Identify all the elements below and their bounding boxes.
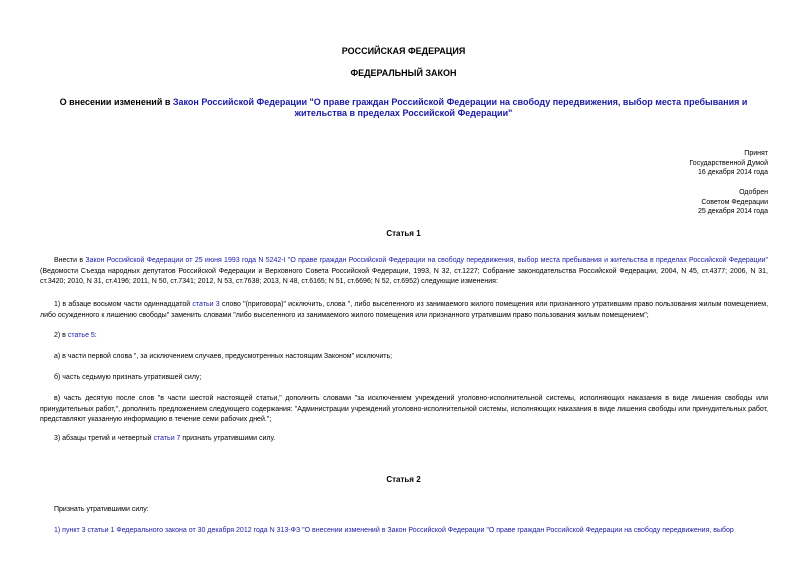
article-1-item-2b: б) часть седьмую признать утратившей силу;: [54, 374, 202, 381]
doc-type-heading: ФЕДЕРАЛЬНЫЙ ЗАКОН: [350, 68, 457, 78]
article-2-intro: Признать утратившими силу:: [54, 506, 149, 513]
article-1-item-3: [40, 434, 768, 445]
article-5-link[interactable]: статье 5: [67, 332, 95, 339]
article-2-heading: Статья 2: [386, 475, 421, 484]
item3-suffix: признать утратившими силу.: [180, 435, 276, 442]
document-title: [0, 97, 807, 119]
article-3-link[interactable]: статьи 3: [192, 301, 220, 308]
council-approved: Одобрен: [739, 189, 768, 196]
intro-suffix: (Ведомости Съезда народных депутатов Российской Федерации и Верховного Совета Российской Федерации, 1993, N 32, ст.1227; Собрание законодательства Российской Федерации, 2004, N 45, ст.4377; 2006, N 31, ст.3420; 2010, N 31, ст.4196; 2011, N 50, ст.7341; 2012, N 53, ст.7638; 2013, N 48, ст.6165; N 51, ст.6696; N 52, ст.6952) следующие изменения:: [40, 267, 768, 285]
council-approval-block: [698, 188, 768, 217]
article-1-heading: Статья 1: [386, 229, 421, 238]
duma-date: 16 декабря 2014 года: [697, 169, 768, 176]
intro-prefix: Внести в: [54, 257, 86, 264]
council-name: Советом Федерации: [701, 198, 768, 206]
article-1-item-1: [40, 300, 768, 321]
country-heading: РОССИЙСКАЯ ФЕДЕРАЦИЯ: [341, 46, 466, 56]
law-5242-link[interactable]: Закон Российской Федерации от 25 июня 1993 года N 5242-I "О праве граждан Российской Федерации на свободу передвижения, выбор места пребывания и жительства в пределах Российской Федерации": [85, 257, 768, 264]
title-law-link[interactable]: Закон Российской Федерации "О праве граждан Российской Федерации на свободу передвижения, выбор места пребывания и: [172, 97, 748, 107]
article-1-item-2c: в) часть десятую после слов "в части шестой настоящей статьи," дополнить словами "за исключением учреждений уголовно-исполнительной системы, исполняющих наказания в виде лишения свободы или принудительных работ,", дополнить предложением следующего содержания: "Администрации учреждений уголовно-исполнительной системы, исполняющих наказания в виде лишения свободы или принудительных работ, представляют указанную информацию в течение семи рабочих дней.";: [40, 395, 768, 423]
article-7-link[interactable]: статьи 7: [153, 435, 181, 442]
article-2-item-1: [40, 526, 768, 537]
duma-name: Государственной Думой: [689, 159, 768, 167]
item3-prefix: 3) абзацы третий и четвертый: [54, 435, 154, 442]
article-1-item-2a: а) в части первой слова ", за исключением случаев, предусмотренных настоящим Законом" исключить;: [54, 353, 393, 360]
council-date: 25 декабря 2014 года: [697, 208, 768, 215]
article-1-intro: [40, 256, 768, 288]
article-1-item-2: [40, 331, 768, 342]
law-313fz-link[interactable]: 1) пункт 3 статьи 1 Федерального закона от 30 декабря 2012 года N 313-ФЗ "О внесении изменений в Закон Российской Федерации "О праве граждан Российской Федерации на свободу передвижения, выбор: [54, 527, 734, 534]
item1-prefix: 1) в абзаце восьмом части одиннадцатой: [54, 301, 193, 308]
item2-prefix: 2) в: [54, 332, 68, 339]
duma-adopted: Принят: [744, 150, 768, 157]
title-line-1: [0, 97, 807, 108]
duma-adoption-block: [689, 149, 768, 178]
title-law-link-cont[interactable]: жительства в пределах Российской Федерации": [294, 108, 513, 118]
item1-suffix: слово "(приговора)" исключить, слова ", либо выселенного из занимаемого жилого помещения или признанного утратившим право пользования жилым помещением, либо осужденного к лишению свободы" заменить словами "либо выселенного из занимаемого жилого помещения или признанного утратившим право пользования жилым помещением";: [40, 301, 769, 319]
title-prefix: О внесении изменений в: [59, 97, 173, 107]
item2-suffix: :: [94, 332, 97, 339]
